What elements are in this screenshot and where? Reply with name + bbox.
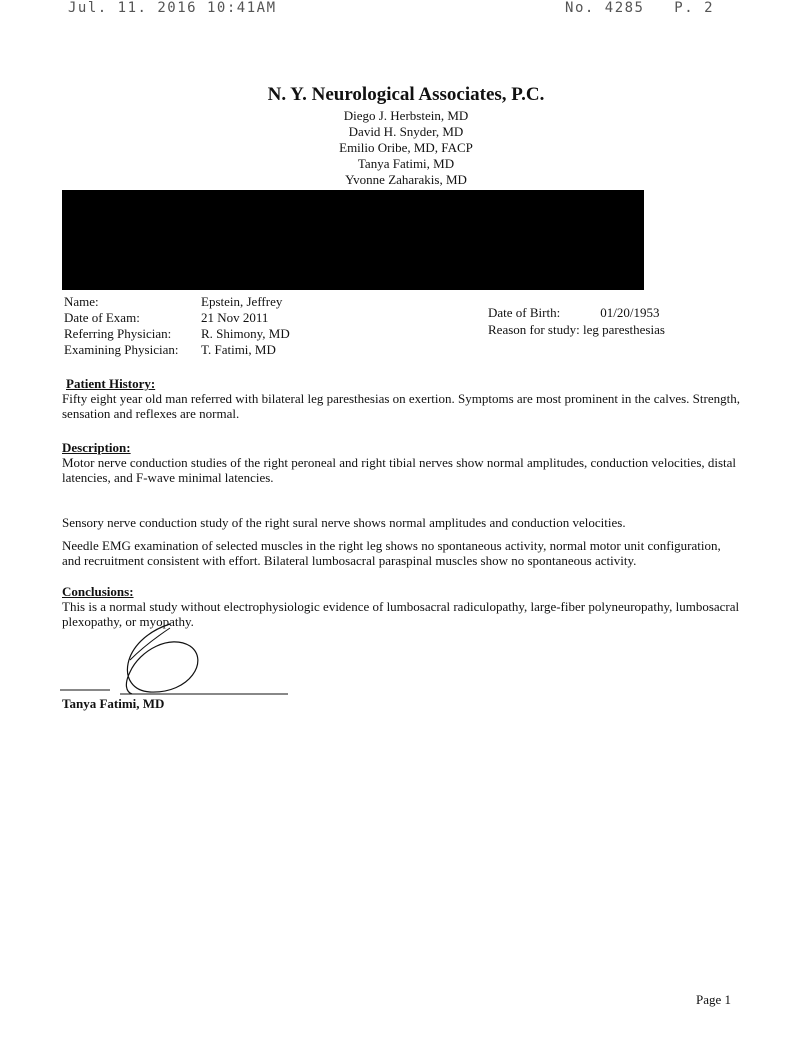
doctor-name: Diego J. Herbstein, MD: [343, 108, 469, 123]
fax-page-info: [565, 0, 714, 16]
doctor-name: Tanya Fatimi, MD: [357, 156, 455, 171]
patient-name: Epstein, Jeffrey: [201, 294, 283, 309]
exam-date-row: [64, 310, 290, 326]
signer-name: Tanya Fatimi, MD: [62, 696, 165, 711]
history-heading: Patient History:: [66, 376, 156, 391]
sensory-text: Sensory nerve conduction study of the right sural nerve shows normal amplitudes and conduction velocities.: [62, 515, 626, 530]
doctor-list: [0, 108, 812, 188]
conclusions-heading: Conclusions:: [62, 584, 134, 599]
sensory-section: [62, 515, 742, 530]
letterhead: [0, 84, 812, 188]
dob-row: [488, 304, 665, 321]
name-label: Name:: [64, 294, 99, 309]
needle-text: Needle EMG examination of selected muscles in the right leg shows no spontaneous activity, normal motor unit configuration, and recruitment consistent with effort. Bilateral lumbosacral paraspinal muscles show no spontaneous activity.: [62, 538, 721, 568]
name-row: [64, 294, 290, 310]
organization-name: N. Y. Neurological Associates, P.C.: [267, 84, 545, 105]
history-section: [62, 376, 742, 421]
dob-label: Date of Birth:: [488, 305, 561, 320]
conclusions-text: This is a normal study without electrophysiologic evidence of lumbosacral radiculopathy, large-fiber polyneuropathy, lumbosacral plexopathy, or myopathy.: [62, 599, 740, 629]
fax-number: No. 4285: [565, 0, 645, 16]
examining-label: Examining Physician:: [64, 342, 179, 357]
referring-label: Referring Physician:: [64, 326, 172, 341]
description-section: [62, 440, 742, 485]
page-number: Page 1: [696, 992, 732, 1007]
doctor-name: Emilio Oribe, MD, FACP: [339, 140, 473, 155]
fax-page: P. 2: [674, 0, 714, 16]
dob-value: 01/20/1953: [600, 305, 660, 320]
redaction-block: [62, 190, 644, 290]
signature-mark: [60, 620, 300, 700]
history-text: Fifty eight year old man referred with bilateral leg paresthesias on exertion. Symptoms are most prominent in the calves. Strength, sensation and reflexes are normal.: [62, 391, 740, 421]
exam-date-label: Date of Exam:: [64, 310, 140, 325]
doctor-name: Yvonne Zaharakis, MD: [345, 172, 467, 187]
needle-section: [62, 538, 742, 568]
doctor-name: David H. Snyder, MD: [348, 124, 464, 139]
referring-row: [64, 326, 290, 342]
examining-row: [64, 342, 290, 358]
referring-physician: R. Shimony, MD: [201, 326, 290, 341]
patient-fields-right: [488, 304, 665, 338]
exam-date: 21 Nov 2011: [201, 310, 269, 325]
fax-timestamp: Jul. 11. 2016 10:41AM: [68, 0, 277, 16]
motor-text: Motor nerve conduction studies of the right peroneal and right tibial nerves show normal amplitudes, conduction velocities, distal latencies, and F-wave minimal latencies.: [62, 455, 737, 485]
reason-for-study: Reason for study: leg paresthesias: [488, 322, 665, 337]
examining-physician: T. Fatimi, MD: [201, 342, 276, 357]
description-heading: Description:: [62, 440, 131, 455]
patient-fields: [64, 294, 290, 358]
